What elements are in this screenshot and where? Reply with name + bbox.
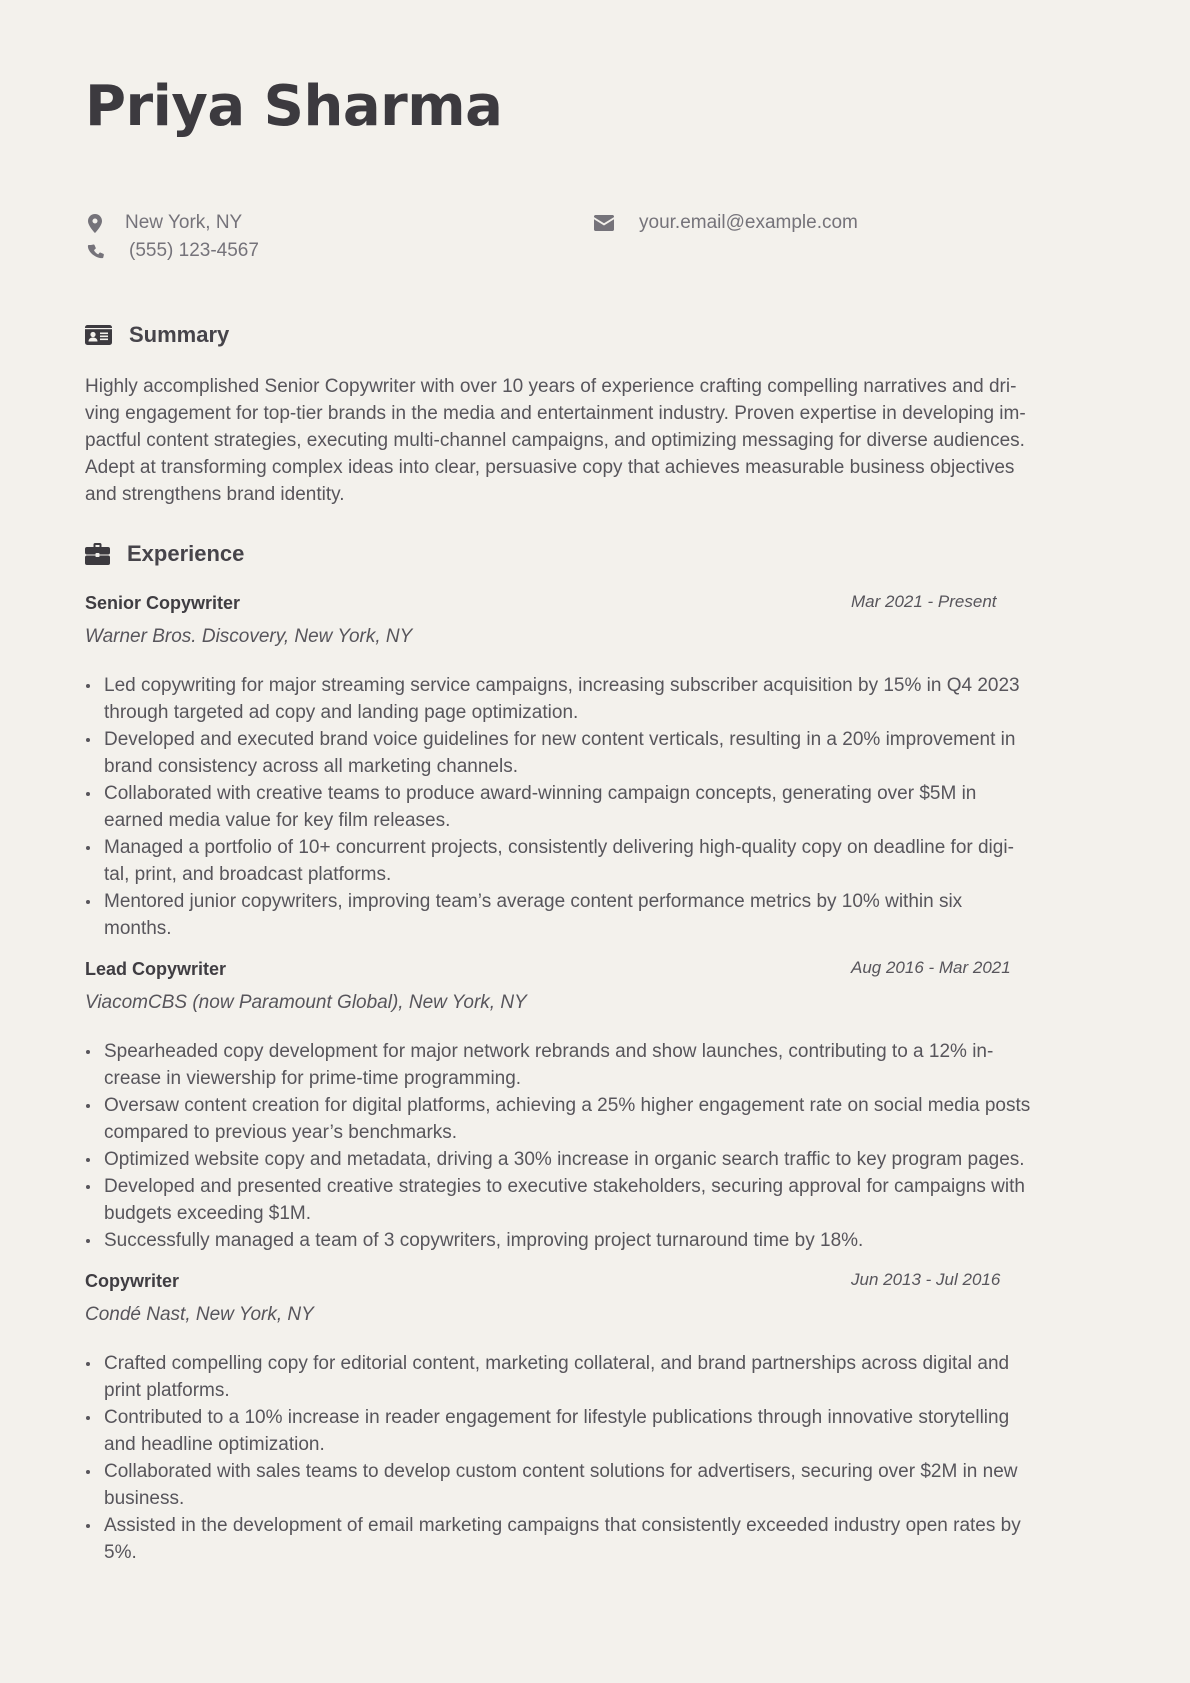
contact-location (85, 212, 242, 234)
candidate-name: Priya Sharma (85, 74, 503, 139)
bullet-line: Spearheaded copy development for major network rebrands and show launches, contributing to a 12% in- (104, 1041, 994, 1062)
bullet-line: months. (104, 918, 172, 939)
bullet-line: through targeted ad copy and landing page optimization. (104, 702, 579, 723)
envelope-icon (594, 213, 614, 233)
location-text: New York, NY (125, 212, 243, 233)
job-company: Warner Bros. Discovery, New York, NY (85, 626, 413, 647)
summary-line: Highly accomplished Senior Copywriter with over 10 years of experience crafting compelling narratives and dri- (85, 376, 1017, 397)
bullet-line: business. (104, 1488, 185, 1509)
bullet-line: earned media value for key film releases. (104, 810, 451, 831)
summary-heading (85, 322, 229, 348)
bullet-line: Developed and presented creative strategies to executive stakeholders, securing approval for campaigns with (104, 1176, 1025, 1197)
id-card-icon (85, 324, 113, 346)
job-dates: Mar 2021 - Present (851, 592, 997, 611)
bullet-item (85, 1458, 1115, 1512)
map-marker-icon (85, 213, 105, 233)
bullet-line: and headline optimization. (104, 1434, 325, 1455)
summary-line: Adept at transforming complex ideas into clear, persuasive copy that achieves measurable business objectives (85, 457, 1015, 478)
bullet-line: Optimized website copy and metadata, driving a 30% increase in organic search traffic to key program pages. (104, 1149, 1025, 1170)
bullet-line: print platforms. (104, 1380, 230, 1401)
job-title: Copywriter (85, 1271, 180, 1291)
bullet-item (85, 1038, 1115, 1092)
bullet-line: compared to previous year’s benchmarks. (104, 1122, 458, 1143)
summary-heading-label: Summary (129, 322, 230, 347)
email-link[interactable]: your.email@example.com (639, 212, 858, 233)
bullet-item (85, 1227, 1115, 1254)
bullet-line: budgets exceeding $1M. (104, 1203, 312, 1224)
bullet-item (85, 780, 1115, 834)
bullet-line: Assisted in the development of email marketing campaigns that consistently exceeded industry open rates by (104, 1515, 1021, 1536)
phone-text: (555) 123-4567 (129, 240, 259, 261)
contact-email (594, 212, 858, 234)
briefcase-icon (85, 543, 113, 565)
bullet-line: Managed a portfolio of 10+ concurrent projects, consistently delivering high-quality copy on deadline for digi- (104, 837, 1014, 858)
job-bullets (85, 672, 1115, 942)
bullet-item (85, 834, 1115, 888)
bullet-item (85, 1404, 1115, 1458)
job-title: Lead Copywriter (85, 959, 227, 979)
bullet-item (85, 1350, 1115, 1404)
job-bullets (85, 1038, 1115, 1254)
bullet-item (85, 672, 1115, 726)
experience-heading-label: Experience (127, 541, 245, 566)
bullet-line: Collaborated with creative teams to produce award-winning campaign concepts, generating over $5M in (104, 783, 977, 804)
summary-line: and strengthens brand identity. (85, 484, 345, 505)
bullet-line: tal, print, and broadcast platforms. (104, 864, 392, 885)
bullet-item (85, 888, 1115, 942)
bullet-item (85, 726, 1115, 780)
summary-line: ving engagement for top-tier brands in the media and entertainment industry. Proven expertise in developing im- (85, 403, 1026, 424)
bullet-line: Mentored junior copywriters, improving team’s average content performance metrics by 10% within six (104, 891, 963, 912)
bullet-item (85, 1512, 1115, 1566)
job-dates: Aug 2016 - Mar 2021 (851, 958, 1011, 977)
experience-heading (85, 541, 244, 567)
bullet-line: Oversaw content creation for digital platforms, achieving a 25% higher engagement rate on social media posts (104, 1095, 1031, 1116)
job-dates: Jun 2013 - Jul 2016 (851, 1270, 1001, 1289)
job-company: Condé Nast, New York, NY (85, 1304, 314, 1325)
summary-line: pactful content strategies, executing multi-channel campaigns, and optimizing messaging for diverse audiences. (85, 430, 1025, 451)
bullet-line: Successfully managed a team of 3 copywriters, improving project turnaround time by 18%. (104, 1230, 864, 1251)
bullet-line: Contributed to a 10% increase in reader engagement for lifestyle publications through innovative storytelling (104, 1407, 1010, 1428)
bullet-item (85, 1173, 1115, 1227)
bullet-line: brand consistency across all marketing channels. (104, 756, 518, 777)
job-bullets (85, 1350, 1115, 1566)
bullet-line: crease in viewership for prime-time programming. (104, 1068, 522, 1089)
bullet-item (85, 1146, 1115, 1173)
bullet-item (85, 1092, 1115, 1146)
bullet-line: Developed and executed brand voice guidelines for new content verticals, resulting in a 20% improvement in (104, 729, 1016, 750)
bullet-line: Collaborated with sales teams to develop custom content solutions for advertisers, securing over $2M in new (104, 1461, 1018, 1482)
job-title: Senior Copywriter (85, 593, 241, 613)
bullet-line: 5%. (104, 1542, 137, 1563)
phone-icon (85, 241, 105, 261)
bullet-line: Crafted compelling copy for editorial content, marketing collateral, and brand partnerships across digital and (104, 1353, 1010, 1374)
summary-paragraph (85, 373, 1105, 508)
contact-phone (85, 240, 259, 262)
bullet-line: Led copywriting for major streaming service campaigns, increasing subscriber acquisition by 15% in Q4 2023 (104, 675, 1020, 696)
job-company: ViacomCBS (now Paramount Global), New York, NY (85, 992, 527, 1013)
